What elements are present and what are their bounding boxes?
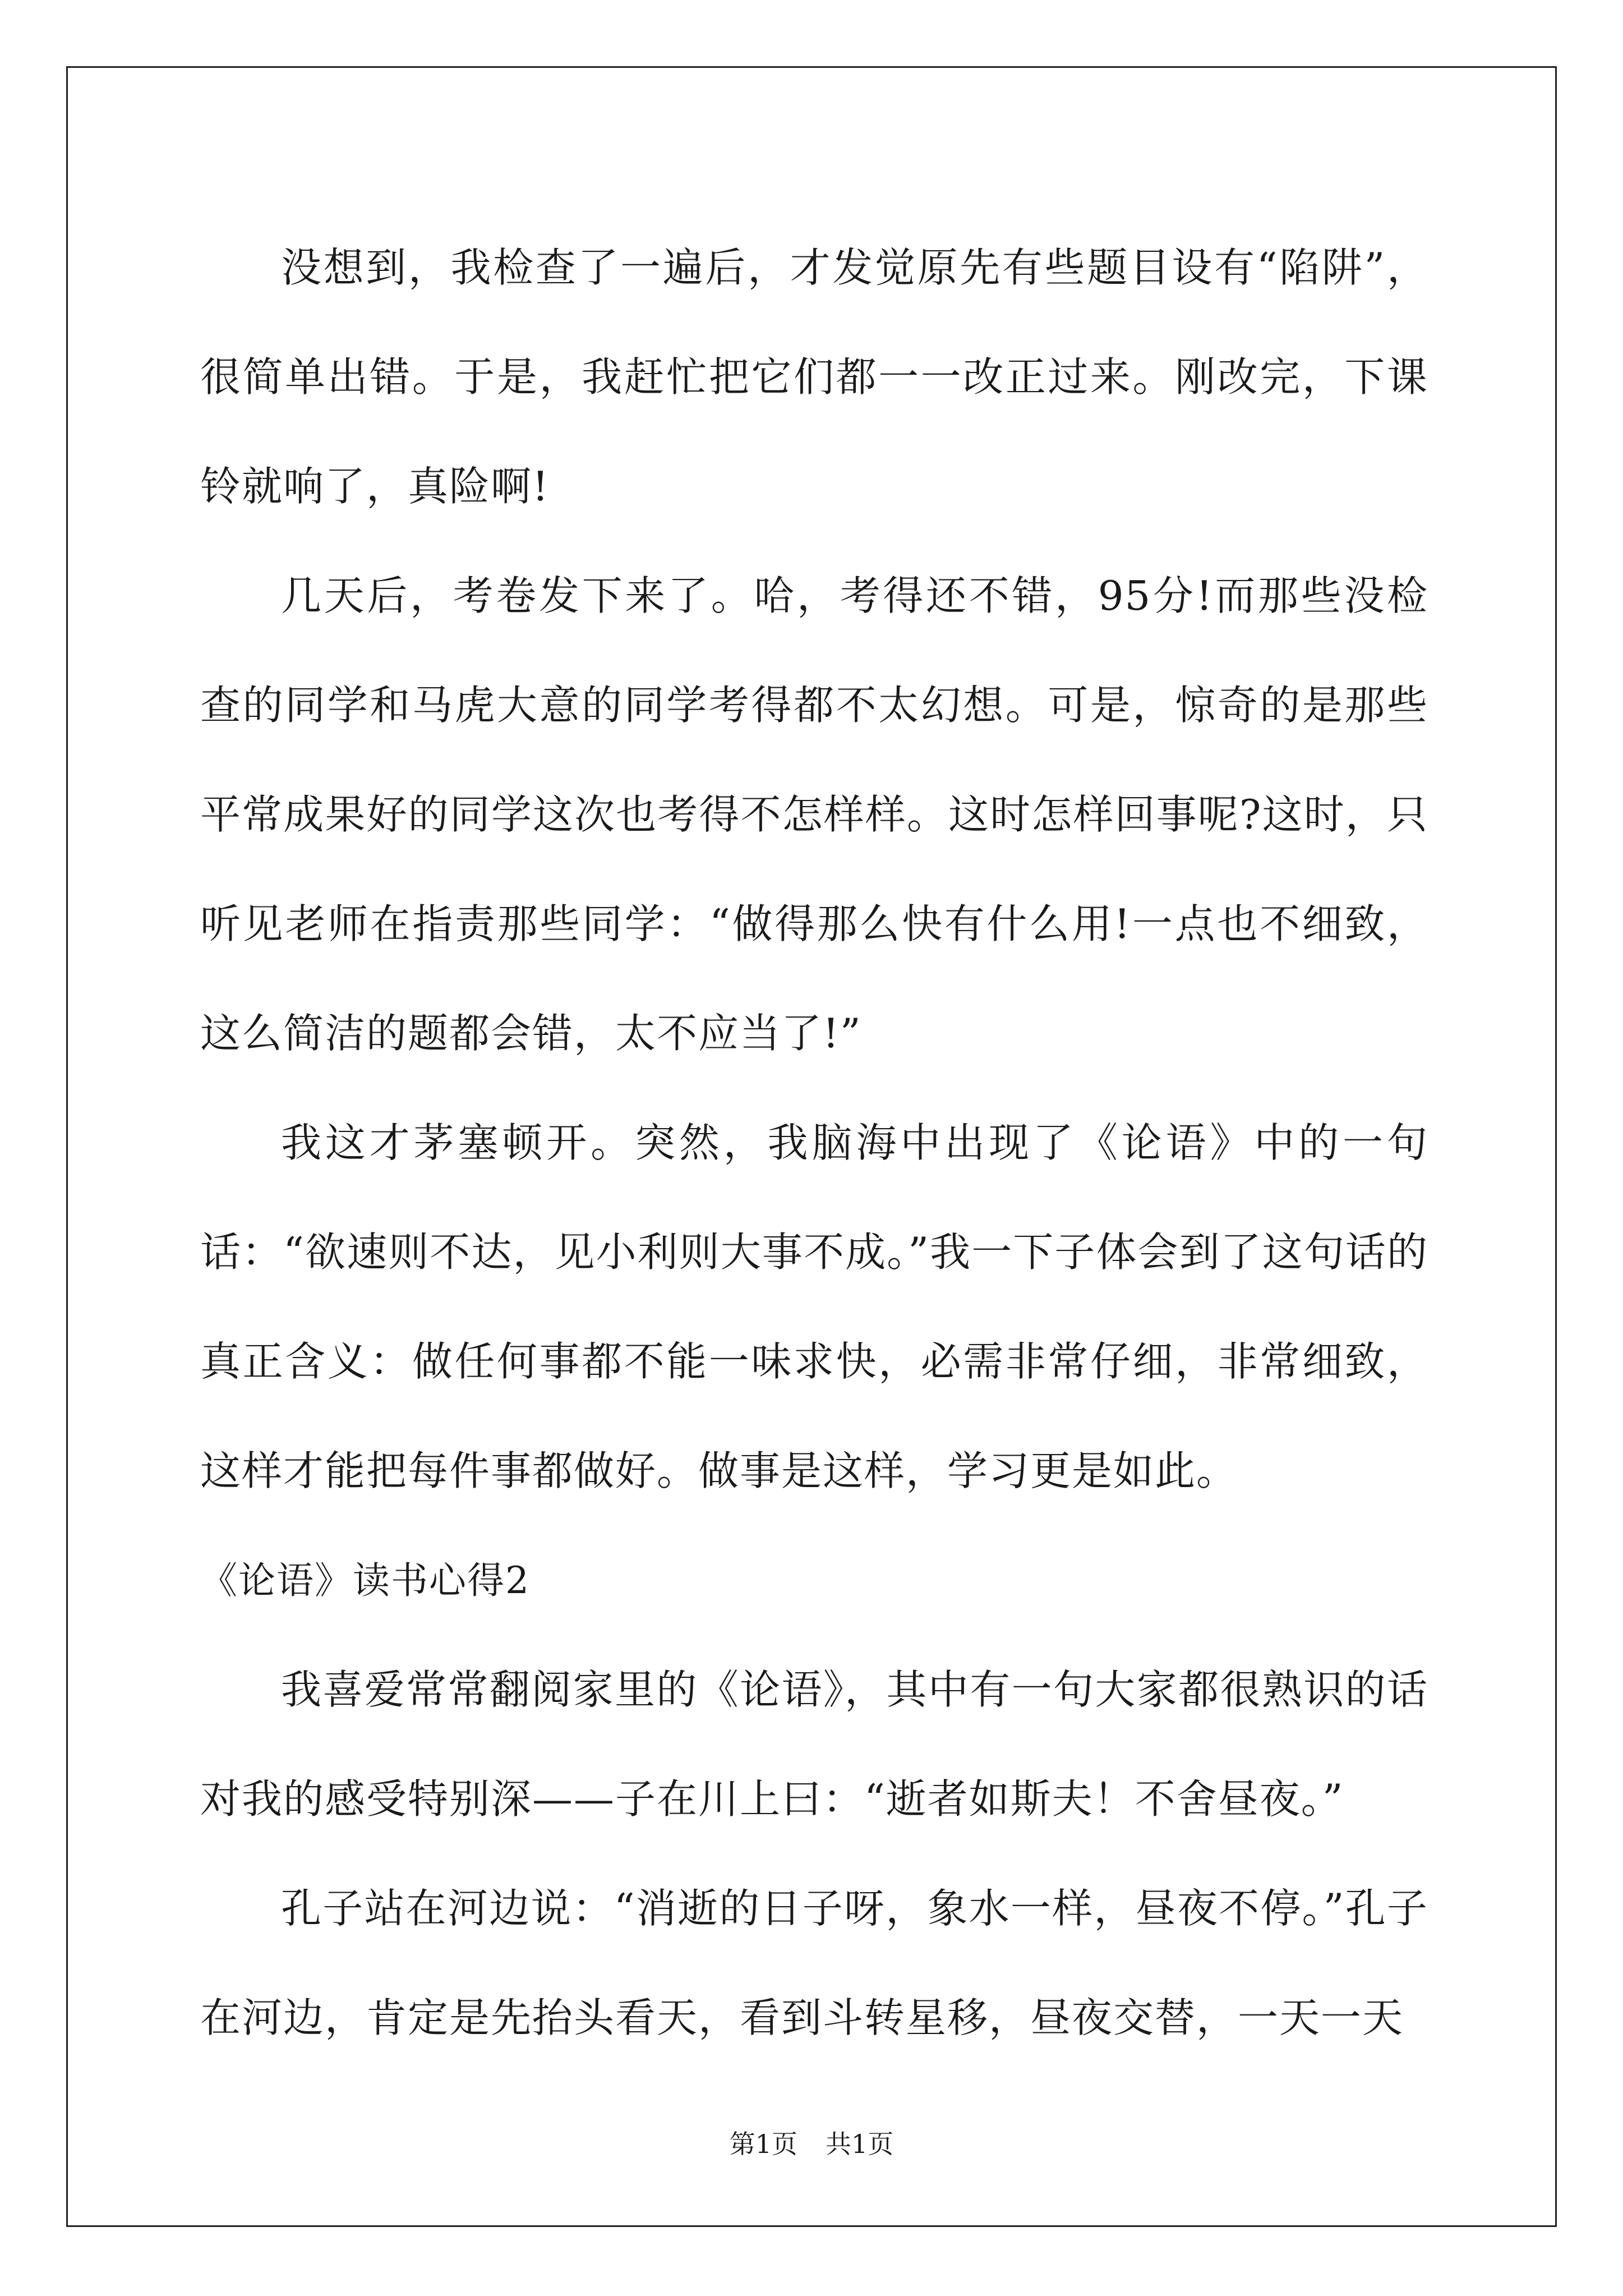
page-number: 第1页 <box>729 2129 797 2159</box>
section-paragraph-1: 我喜爱常常翻阅家里的《论语》，其中有一句大家都很熟识的话对我的感受特别深——子在川上曰：“逝者如斯夫！不舍昼夜。” <box>200 1666 1428 1823</box>
paragraph-1: 没想到，我检查了一遍后，才发觉原先有些题目设有“陷阱”，很简单出错。于是，我赶忙把它们都一一改正过来。刚改完，下课铃就响了，真险啊! <box>200 244 1428 510</box>
page-footer <box>0 2127 1623 2161</box>
paragraph-3: 我这才茅塞顿开。突然，我脑海中出现了《论语》中的一句话：“欲速则不达，见小利则大事不成。”我一下子体会到了这句话的真正含义：做任何事都不能一味求快，必需非常仔细，非常细致，这样才能把每件事都做好。做事是这样，学习更是如此。 <box>200 1119 1428 1494</box>
section-heading: 《论语》读书心得2 <box>200 1559 530 1602</box>
section-paragraph-2: 孔子站在河边说：“消逝的日子呀，象水一样，昼夜不停。”孔子在河边，肯定是先抬头看天，看到斗转星移，昼夜交替，一天一天 <box>200 1885 1428 2041</box>
paragraph-2: 几天后，考卷发下来了。哈，考得还不错，95分!而那些没检查的同学和马虎大意的同学考得都不太幻想。可是，惊奇的是那些平常成果好的同学这次也考得不怎样样。这时怎样回事呢?这时，只听见老师在指责那些同学：“做得那么快有什么用!一点也不细致，这么简洁的题都会错，太不应当了!” <box>200 572 1428 1057</box>
document-body <box>200 213 1428 2073</box>
page-total: 共1页 <box>826 2129 894 2159</box>
